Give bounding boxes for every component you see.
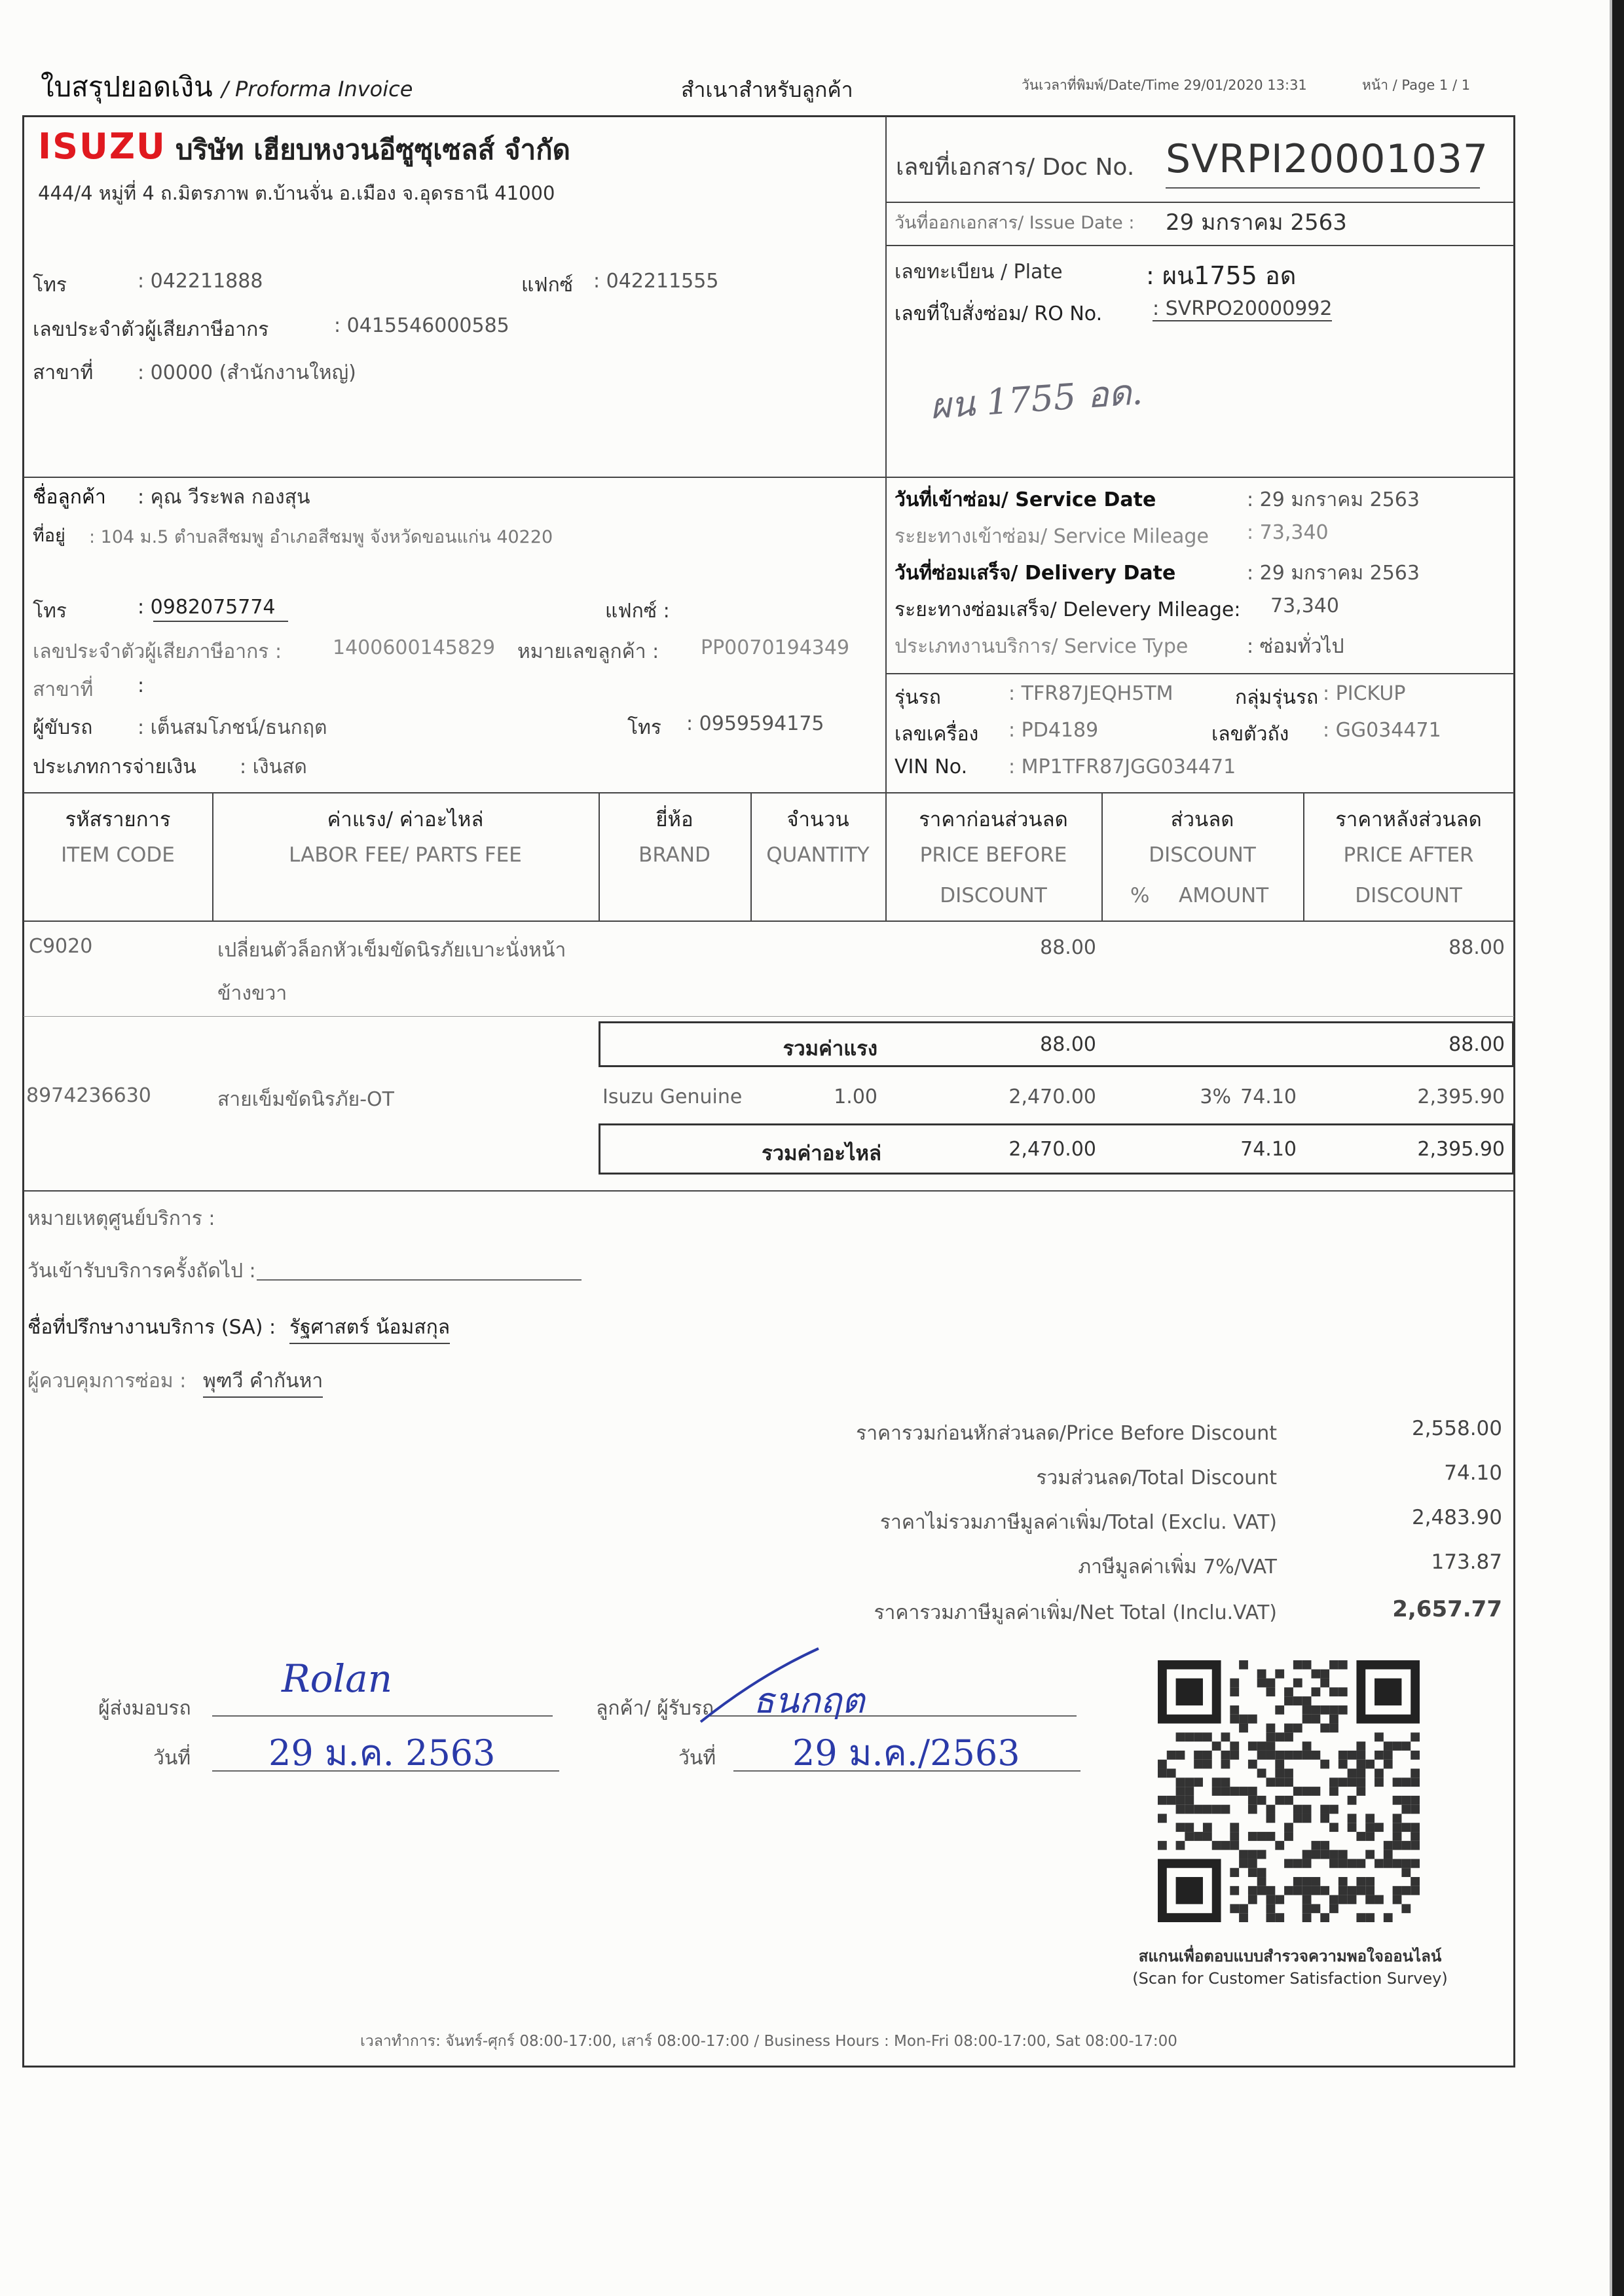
receiver-date: 29 ม.ค./2563 [792, 1732, 1020, 1774]
customer-fax-label: แฟกซ์ : [605, 600, 670, 623]
company-branch: : 00000 (สำนักงานใหญ่) [138, 361, 356, 384]
page-number: หน้า / Page 1 / 1 [1362, 77, 1471, 93]
company-tel-label: โทร [33, 274, 67, 297]
deliverer-signature: Rolan [282, 1656, 393, 1701]
copy-label: สำเนาสำหรับลูกค้า [681, 77, 853, 102]
deliverer-sign-line [212, 1715, 553, 1717]
th-discount-amount: AMOUNT [1179, 884, 1269, 907]
th-price-before-en1: PRICE BEFORE [919, 843, 1067, 867]
delivery-mileage-label: ระยะทางซ่อมเสร็จ/ Delevery Mileage: [895, 598, 1241, 621]
labor-code: C9020 [29, 935, 93, 958]
table-header-bottom [24, 920, 1514, 922]
company-taxid-label: เลขประจำตัวผู้เสียภาษีอากร [33, 318, 269, 341]
th-fee-en: LABOR FEE/ PARTS FEE [289, 843, 522, 867]
document-title [41, 65, 413, 109]
doc-no: SVRPI20001037 [1166, 136, 1489, 182]
controller-name: พุฑวี คำกันหา [203, 1366, 323, 1398]
total-before-label: ราคารวมก่อนหักส่วนลด/Price Before Discount [856, 1422, 1277, 1445]
controller-label: ผู้ควบคุมการซ่อม : [28, 1370, 187, 1393]
group-label: กลุ่มรุ่นรถ [1235, 686, 1319, 709]
part-qty: 1.00 [834, 1085, 877, 1108]
engine: : PD4189 [1008, 719, 1099, 742]
service-mileage: : 73,340 [1247, 521, 1329, 544]
delivery-date: : 29 มกราคม 2563 [1247, 562, 1420, 585]
th-price-before-en2: DISCOUNT [940, 884, 1047, 907]
labor-row-divider [24, 1016, 1514, 1017]
engine-label: เลขเครื่อง [895, 723, 979, 746]
advisor-name: รัฐศาสตร์ น้อมสกุล [289, 1312, 450, 1344]
part-brand: Isuzu Genuine [602, 1085, 743, 1108]
part-total-before: 2,470.00 [1008, 1138, 1096, 1161]
group: : PICKUP [1323, 682, 1406, 705]
ro-label: เลขที่ใบสั่งซ่อม/ RO No. [895, 302, 1103, 325]
deliverer-date: 29 ม.ค. 2563 [268, 1732, 496, 1774]
payment: : เงินสด [240, 756, 307, 778]
survey-caption-th: สแกนเพื่อตอบแบบสำรวจความพอใจออนไลน์ [1138, 1947, 1442, 1965]
part-total-after: 2,395.90 [1417, 1138, 1505, 1161]
service-type-label: ประเภทงานบริการ/ Service Type [895, 635, 1189, 658]
customer-address: : 104 ม.5 ตำบลสีชมพู อำเภอสีชมพู จังหวัดขอนแก่น 40220 [89, 527, 553, 547]
company-tel: : 042211888 [138, 270, 263, 293]
handwritten-plate: ผน 1755 อด. [929, 371, 1144, 428]
chassis: : GG034471 [1323, 719, 1441, 742]
signature-stroke-icon [694, 1643, 825, 1728]
model-label: รุ่นรถ [895, 686, 941, 709]
driver-label: ผู้ขับรถ [33, 716, 93, 739]
part-total-label: รวมค่าอะไหล่ [762, 1142, 881, 1165]
labor-total-before: 88.00 [1040, 1033, 1096, 1056]
th-price-after: ราคาหลังส่วนลด [1335, 808, 1482, 831]
advisor-label: ชื่อที่ปรึกษางานบริการ (SA) : [28, 1316, 276, 1339]
total-discount-label: รวมส่วนลด/Total Discount [1036, 1467, 1277, 1489]
chassis-label: เลขตัวถัง [1211, 723, 1289, 746]
scan-edge [1612, 0, 1624, 2296]
remark-label: หมายเหตุศูนย์บริการ : [28, 1207, 215, 1230]
issue-date: 29 มกราคม 2563 [1166, 210, 1347, 236]
survey-qr-icon[interactable] [1158, 1660, 1420, 1922]
vin-label: VIN No. [895, 756, 968, 778]
ro-no: : SVRPO20000992 [1153, 297, 1333, 320]
vin: : MP1TFR87JGG034471 [1008, 756, 1236, 778]
divider-company-customer [24, 477, 1514, 478]
labor-total-after: 88.00 [1449, 1033, 1505, 1056]
company-fax: : 042211555 [593, 270, 719, 293]
deliverer-label: ผู้ส่งมอบรถ [98, 1697, 191, 1720]
labor-desc-line1: เปลี่ยนตัวล็อกหัวเข็มขัดนิรภัยเบาะนั่งหน้า [217, 939, 566, 962]
divider-items-notes [24, 1190, 1514, 1192]
service-type: : ซ่อมทั่วไป [1247, 635, 1344, 658]
company-taxid: : 0415546000585 [334, 314, 509, 337]
part-total-amount: 74.10 [1240, 1138, 1297, 1161]
part-code: 8974236630 [26, 1084, 151, 1107]
customer-no: PP0070194349 [701, 636, 850, 659]
driver: : เต็นสมโภชน์/ธนกฤต [138, 716, 327, 739]
total-discount: 74.10 [1444, 1461, 1502, 1485]
isuzu-logo: ISUZU [38, 126, 166, 167]
th-qty: จำนวน [786, 808, 849, 831]
customer-name-label: ชื่อลูกค้า [33, 486, 106, 509]
customer-name: : คุณ วีระพล กองสุน [138, 486, 310, 509]
total-before: 2,558.00 [1411, 1417, 1502, 1440]
part-discount-pct: 3% [1200, 1085, 1231, 1108]
print-datetime: วันเวลาที่พิมพ์/Date/Time 29/01/2020 13:31 [1022, 77, 1307, 93]
service-date: : 29 มกราคม 2563 [1247, 488, 1420, 511]
plate-label: เลขทะเบียน / Plate [895, 261, 1063, 283]
th-item-code: รหัสรายการ [65, 808, 171, 831]
th-price-before: ราคาก่อนส่วนลด [919, 808, 1068, 831]
th-brand-en: BRAND [638, 843, 710, 867]
labor-total-label: รวมค่าแรง [783, 1037, 877, 1061]
title-english: / Proforma Invoice [221, 77, 413, 101]
net-total: 2,657.77 [1392, 1596, 1502, 1622]
payment-label: ประเภทการจ่ายเงิน [33, 756, 196, 778]
customer-tel-underline [153, 621, 288, 622]
total-excl-vat: 2,483.90 [1411, 1506, 1502, 1529]
th-brand: ยี่ห้อ [655, 808, 693, 831]
vat-label: ภาษีมูลค่าเพิ่ม 7%/VAT [1078, 1556, 1277, 1578]
customer-branch: : [138, 674, 145, 697]
service-date-label: วันที่เข้าซ่อม/ Service Date [895, 488, 1156, 511]
customer-tel: : 0982075774 [138, 596, 276, 619]
th-qty-en: QUANTITY [766, 843, 870, 867]
company-address: 444/4 หมู่ที่ 4 ถ.มิตรภาพ ต.บ้านจั่น อ.เมือง จ.อุดรธานี 41000 [38, 182, 555, 204]
title-thai: ใบสรุปยอดเงิน [41, 71, 213, 103]
customer-taxid: 1400600145829 [333, 636, 496, 659]
labor-price-after: 88.00 [1449, 936, 1505, 959]
table-header-top [24, 792, 1514, 793]
th-price-after-en2: DISCOUNT [1355, 884, 1462, 907]
th-item-code-en: ITEM CODE [61, 843, 175, 867]
next-service-label: วันเข้ารับบริการครั้งถัดไป : [28, 1260, 256, 1283]
delivery-date-label: วันที่ซ่อมเสร็จ/ Delivery Date [895, 562, 1176, 585]
customer-tel-label: โทร [33, 600, 67, 623]
vat: 173.87 [1431, 1550, 1502, 1574]
deliverer-date-label: วันที่ [153, 1747, 191, 1770]
divider-doc-no [885, 202, 1514, 203]
customer-branch-label: สาขาที่ [33, 678, 94, 701]
part-discount-amount: 74.10 [1240, 1085, 1297, 1108]
customer-no-label: หมายเลขลูกค้า : [517, 640, 659, 663]
issue-date-label: วันที่ออกเอกสาร/ Issue Date : [895, 213, 1135, 233]
divider-service-vehicle [885, 673, 1514, 674]
business-hours: เวลาทำการ: จันทร์-ศุกร์ 08:00-17:00, เสาร์ 08:00-17:00 / Business Hours : Mon-Fri 08:00-17:00, Sat 08:00-17:00 [360, 2033, 1177, 2050]
th-price-after-en1: PRICE AFTER [1343, 843, 1474, 867]
service-mileage-label: ระยะทางเข้าซ่อม/ Service Mileage [895, 525, 1209, 548]
next-service-line [257, 1279, 581, 1281]
th-discount-pct: % [1130, 884, 1150, 907]
part-price-after: 2,395.90 [1417, 1085, 1505, 1108]
receiver-date-label: วันที่ [678, 1747, 716, 1770]
doc-no-label: เลขที่เอกสาร/ Doc No. [896, 154, 1135, 181]
total-excl-vat-label: ราคาไม่รวมภาษีมูลค่าเพิ่ม/Total (Exclu. VAT) [879, 1511, 1277, 1534]
scan-edge-highlight [1610, 0, 1612, 2296]
customer-taxid-label: เลขประจำตัวผู้เสียภาษีอากร : [33, 640, 282, 663]
labor-desc-line2: ข้างขวา [217, 982, 287, 1005]
receiver-signature: ธนกฤต [753, 1680, 865, 1721]
company-fax-label: แฟกซ์ [521, 274, 574, 297]
net-total-label: ราคารวมภาษีมูลค่าเพิ่ม/Net Total (Inclu.VAT) [874, 1601, 1277, 1624]
divider-vertical-top [885, 117, 887, 792]
part-desc: สายเข็มขัดนิรภัย-OT [217, 1088, 394, 1111]
part-price-before: 2,470.00 [1008, 1085, 1096, 1108]
doc-no-underline [1166, 187, 1480, 189]
divider-issue-date [885, 245, 1514, 246]
driver-tel-label: โทร [627, 716, 662, 739]
th-fee: ค่าแรง/ ค่าอะไหล่ [327, 808, 484, 831]
customer-address-label: ที่อยู่ [33, 526, 65, 546]
th-discount: ส่วนลด [1170, 808, 1234, 831]
survey-caption-en: (Scan for Customer Satisfaction Survey) [1132, 1969, 1448, 1988]
labor-price-before: 88.00 [1040, 936, 1096, 959]
plate: : ผน1755 อด [1146, 261, 1297, 290]
delivery-mileage: 73,340 [1270, 594, 1339, 617]
company-name: บริษัท เฮียบหงวนอีซูซุเซลส์ จำกัด [175, 134, 570, 166]
company-branch-label: สาขาที่ [33, 361, 94, 384]
th-discount-en: DISCOUNT [1149, 843, 1256, 867]
model: : TFR87JEQH5TM [1008, 682, 1173, 705]
driver-tel: : 0959594175 [686, 712, 824, 735]
receiver-label: ลูกค้า/ ผู้รับรถ [596, 1697, 714, 1720]
